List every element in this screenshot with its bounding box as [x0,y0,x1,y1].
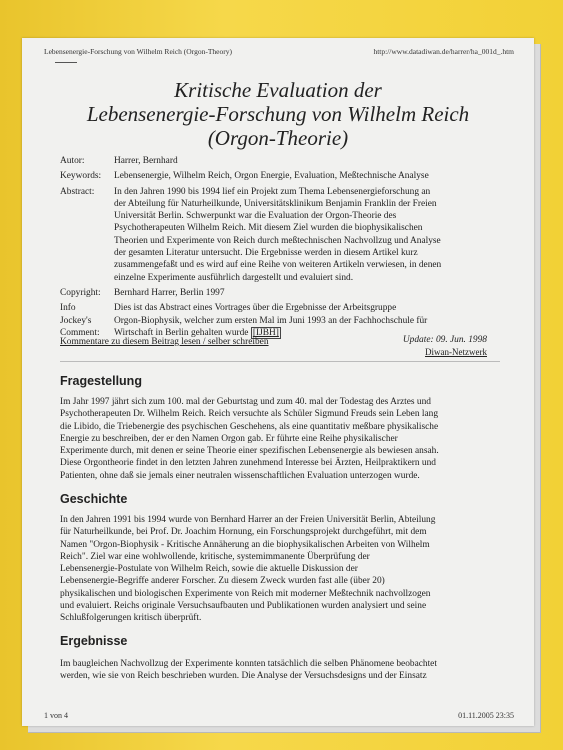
paragraph-line: werden, wie sie von Reich beschrieben wurden. Die Analyse der Versuchsdesigns und der Einsatz [60,671,427,682]
info-line: Dies ist das Abstract eines Vortrages über die Ergebnisse der Arbeitsgruppe [114,303,397,314]
paragraph-line: Patienten, ohne daß sie jemals einer neutralen wissenschaftlichen Evaluation unterzogen wurde. [60,470,420,481]
info-label-line: Jockey's [60,315,92,326]
info-label-line: Info [60,303,76,314]
print-timestamp: 01.11.2005 23:35 [458,711,514,720]
copyright-row [60,287,500,299]
copyright-value: Bernhard Harrer, Berlin 1997 [114,287,225,298]
paragraph-line: physikalischen und biologischen Experimente von Reich mit moderner Meßtechnik nachvollzogen [60,588,431,599]
printed-page [22,38,534,726]
diwan-network-link[interactable]: Diwan-Netzwerk [425,347,487,357]
print-header-title: Lebensenergie-Forschung von Wilhelm Reich (Orgon-Theory) [44,47,232,56]
ijbh-link[interactable]: [IJBH] [252,327,279,338]
abstract-label: Abstract: [60,186,95,197]
info-value [114,302,500,339]
info-row [60,302,500,339]
section-heading: Ergebnisse [60,634,128,648]
paragraph-line: Reich". Ziel war eine wohlwollende, kritische, systemimmanente Überprüfung der [60,551,370,562]
paragraph-line: Lebensenergie-Postulate von Wilhelm Reich, sowie die aktuelle Diskussion der [60,564,358,575]
paragraph-line: Energie zu beschreiben, der er den Namen Orgon gab. Er führte eine Reihe physikalischer [60,433,398,444]
pen-mark [55,62,77,63]
abstract-line: Theorien und Experimente von Reich durch meßtechnischen Nachvollzug und Analyse [114,235,441,246]
page-number: 1 von 4 [44,711,68,720]
keywords-row [60,170,500,182]
title-line: (Orgon-Theorie) [207,126,349,150]
abstract-line: der gesamten Literatur untersucht. Die Ergebnisse werden in diesem Artikel kurz [114,248,418,259]
copyright-label: Copyright: [60,287,101,298]
abstract-line: Psychotherapeuten Wilhelm Reich. Mit diesem Ziel wurden die biophysikalischen [114,223,423,234]
paragraph-line: Psychotherapeuten Dr. Wilhelm Reich. Reich versuchte als Schüler Sigmund Freuds sein Leben lang [60,409,439,420]
metadata-block [60,155,500,342]
comments-link[interactable]: Kommentare zu diesem Beitrag lesen / selber schreiben [60,337,269,347]
section-heading: Geschichte [60,492,128,506]
author-label: Autor: [60,156,85,166]
info-line: Orgon-Biophysik, welcher zum ersten Mal im Juni 1993 an der Fachhochschule für [114,315,428,326]
title-line: Lebensenergie-Forschung von Wilhelm Reich [86,102,470,126]
paragraph-line: In den Jahren 1991 bis 1994 wurde von Bernhard Harrer an der Freien Universität Berlin, Abteilung [60,515,436,525]
section-paragraph [60,396,500,482]
page-title [22,78,534,150]
paragraph-line: Schlußfolgerungen kritisch überprüft. [60,613,202,624]
paragraph-line: Namen "Orgon-Biophysik - Kritische Annäherung an die biophysikalischen Arbeiten von Wilhelm [60,539,430,550]
keywords-value: Lebensenergie, Wilhelm Reich, Orgon Energie, Evaluation, Meßtechnische Analyse [114,171,429,182]
abstract-line: zusammengefaßt und es wird auf eine Reihe von weiteren Artikeln verwiesen, in denen [114,260,442,271]
abstract-line: der Abteilung für Naturheilkunde, Universitätsklinikum Benjamin Franklin der Freien [114,198,437,209]
info-label-line: Comment: [60,327,100,338]
info-label [60,302,114,339]
section-paragraph [60,514,500,625]
paragraph-line: Im Jahr 1997 jährt sich zum 100. mal der Geburtstag und zum 40. mal der Todestag des Arztes und [60,397,431,407]
title-line: Kritische Evaluation der [174,78,382,102]
paragraph-line: für Naturheilkunde, bei Prof. Dr. Joachim Hornung, ein Forschungsprojekt durchgeführt, mit dem [60,527,427,538]
author-row [60,155,500,167]
paragraph-line: die Libido, die Triebenergie des psychischen Geschehens, als eine quantitativ meßbare physikalische [60,421,439,432]
keywords-label: Keywords: [60,171,102,182]
author-value: Harrer, Bernhard [114,156,178,166]
section-heading: Fragestellung [60,374,142,388]
paragraph-line: Experimente durch, mit denen er seine Theorie einer spezifischen Lebensenergie als bewiesen ansah. [60,446,439,457]
paragraph-line: Im baugleichen Nachvollzug der Experimente konnten tatsächlich die selben Phänomene beobachtet [60,659,437,669]
divider [60,361,500,362]
paragraph-line: und evaluiert. Reichs originale Versuchsaufbauten und Publikationen wurden analysiert und seine [60,601,427,612]
abstract-line: In den Jahren 1990 bis 1994 lief ein Projekt zum Thema Lebensenergieforschung an [114,186,431,197]
print-header-url: http://www.datadiwan.de/harrer/ha_001d_.htm [373,47,514,56]
section-paragraph [60,658,500,683]
abstract-value [114,186,500,284]
paragraph-line: Lebensenergie-Begriffe anderer Forscher. Zu diesem Zweck wurden fast alle (über 20) [60,576,385,587]
paragraph-line: Diese Orgontheorie findet in den letzten Jahren zunehmend Interesse bei Ärzten, Heilpraktikern und [60,458,436,469]
update-date: Update: 09. Jun. 1998 [402,335,487,345]
info-line-text: Wirtschaft in Berlin gehalten wurde [114,327,251,338]
abstract-line: Universität Berlin. Schwerpunkt war die Evaluation der Orgon-Theorie des [114,211,397,222]
abstract-row [60,186,500,284]
abstract-line: einzelne Experimente ausführlich dargestellt und evaluiert sind. [114,272,354,283]
